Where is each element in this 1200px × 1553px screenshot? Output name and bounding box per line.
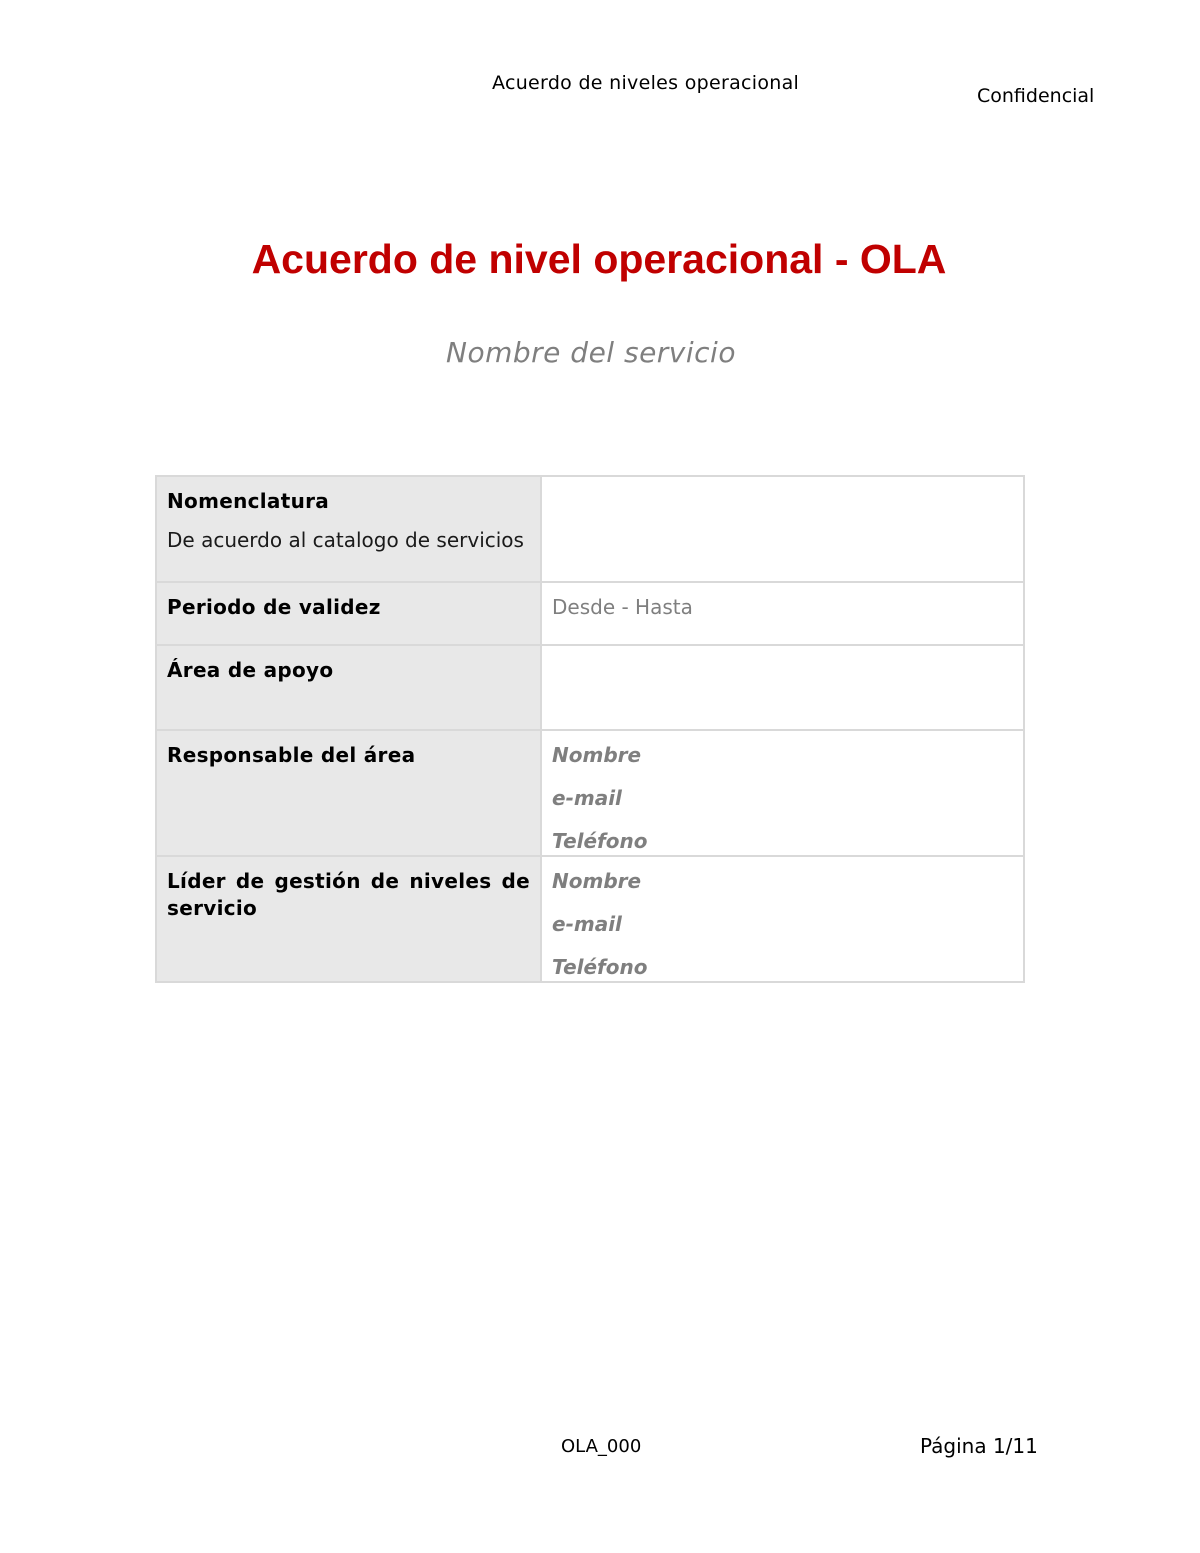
- row-label-cell: [156, 476, 541, 582]
- area-value: [542, 646, 1023, 657]
- row-label-cell: [156, 730, 541, 856]
- lider-name: Nombre: [552, 869, 642, 893]
- nomenclatura-value: [542, 477, 1023, 488]
- responsable-name: Nombre: [552, 743, 642, 767]
- footer-document-code: OLA_000: [561, 1436, 642, 1457]
- table-row-nomenclatura: [156, 476, 1024, 582]
- lider-email: e-mail: [552, 912, 622, 936]
- row-label-cell: [156, 645, 541, 730]
- header-document-label: Acuerdo de niveles operacional: [492, 72, 800, 94]
- document-title: Acuerdo de nivel operacional - OLA: [251, 236, 947, 282]
- header-classification: Confidencial: [977, 85, 1095, 107]
- responsable-phone: Teléfono: [552, 829, 648, 853]
- lider-phone: Teléfono: [552, 955, 648, 979]
- nomenclatura-value-cell[interactable]: [541, 476, 1024, 582]
- footer-page-number: Página 1/11: [920, 1434, 1038, 1458]
- service-info-table: [155, 475, 1025, 983]
- periodo-label: Periodo de validez: [167, 595, 381, 619]
- area-label: Área de apoyo: [167, 658, 334, 682]
- area-value-cell[interactable]: [541, 645, 1024, 730]
- row-label-cell: [156, 856, 541, 982]
- periodo-value: Desde - Hasta: [552, 595, 693, 619]
- lider-label: Líder de gestión de niveles de servicio: [167, 869, 530, 920]
- nomenclatura-label: Nomenclatura: [167, 489, 330, 513]
- table-row-responsable: [156, 730, 1024, 856]
- row-label-cell: [156, 582, 541, 645]
- lider-value-cell[interactable]: [541, 856, 1024, 982]
- table-row-area: [156, 645, 1024, 730]
- service-name-placeholder: Nombre del servicio: [446, 336, 736, 369]
- responsable-label: Responsable del área: [167, 743, 416, 767]
- responsable-value-cell[interactable]: [541, 730, 1024, 856]
- responsable-email: e-mail: [552, 786, 622, 810]
- nomenclatura-description: De acuerdo al catalogo de servicios: [167, 528, 524, 552]
- periodo-value-cell[interactable]: [541, 582, 1024, 645]
- table-row-periodo: [156, 582, 1024, 645]
- table-row-lider: [156, 856, 1024, 982]
